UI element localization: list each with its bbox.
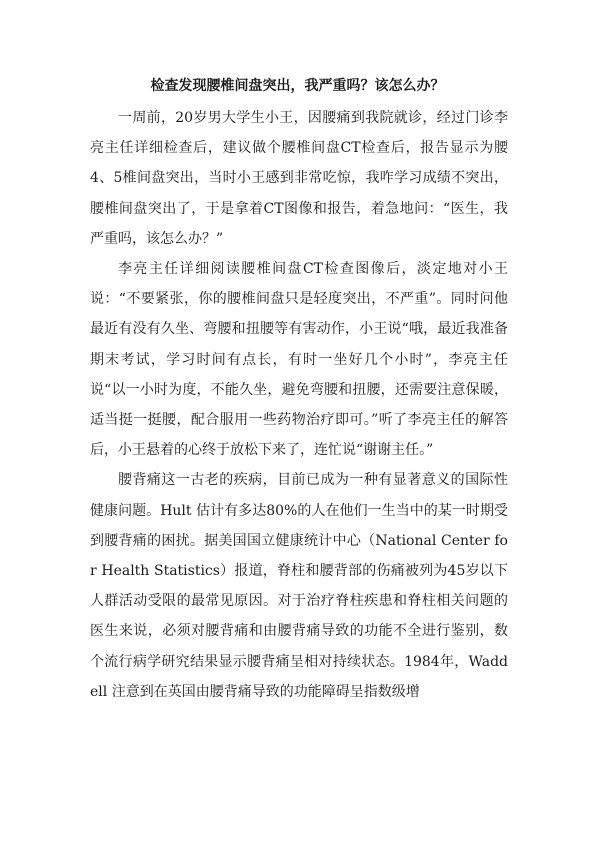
document-title: 检查发现腰椎间盘突出，我严重吗？该怎么办？ — [150, 78, 445, 94]
document-body — [90, 103, 508, 707]
paragraph-3: 腰背痛这一古老的疾病，目前已成为一种有显著意义的国际性健康问题。Hult 估计有多达80%的人在他们一生当中的某一时期受到腰背痛的困扰。据美国国立健康统计中心（National Center for Health Statistics）报道，脊柱和腰背部的伤痛被列为45岁以下人群活动受限的最常见原因。对于治疗脊柱疾患和脊柱相关问题的医生来说，必须对腰背痛和由腰背痛导致的功能不全进行鉴别，数个流行病学研究结果显示腰背痛呈相对持续状态。1984年，Waddell 注意到在英国由腰背痛导致的功能障碍呈指数级增 — [90, 472, 508, 700]
paragraph-1: 一周前，20岁男大学生小王，因腰痛到我院就诊，经过门诊李亮主任详细检查后，建议做个腰椎间盘CT检查后，报告显示为腰4、5椎间盘突出，当时小王感到非常吃惊，我咋学习成绩不突出，腰椎间盘突出了，于是拿着CT图像和报告，着急地问：“医生，我严重吗，该怎么办？” — [90, 110, 508, 247]
paragraph-2: 李亮主任详细阅读腰椎间盘CT检查图像后，淡定地对小王说：“不要紧张，你的腰椎间盘只是轻度突出，不严重”。同时问他最近有没有久坐、弯腰和扭腰等有害动作，小王说“哦，最近我准备期末考试，学习时间有点长，有时一坐好几个小时”，李亮主任说“以一小时为度，不能久坐，避免弯腰和扭腰，还需要注意保暖，适当挺一挺腰，配合服用一些药物治疗即可。”听了李亮主任的解答后，小王悬着的心终于放松下来了，连忙说“谢谢主任。” — [90, 261, 508, 459]
